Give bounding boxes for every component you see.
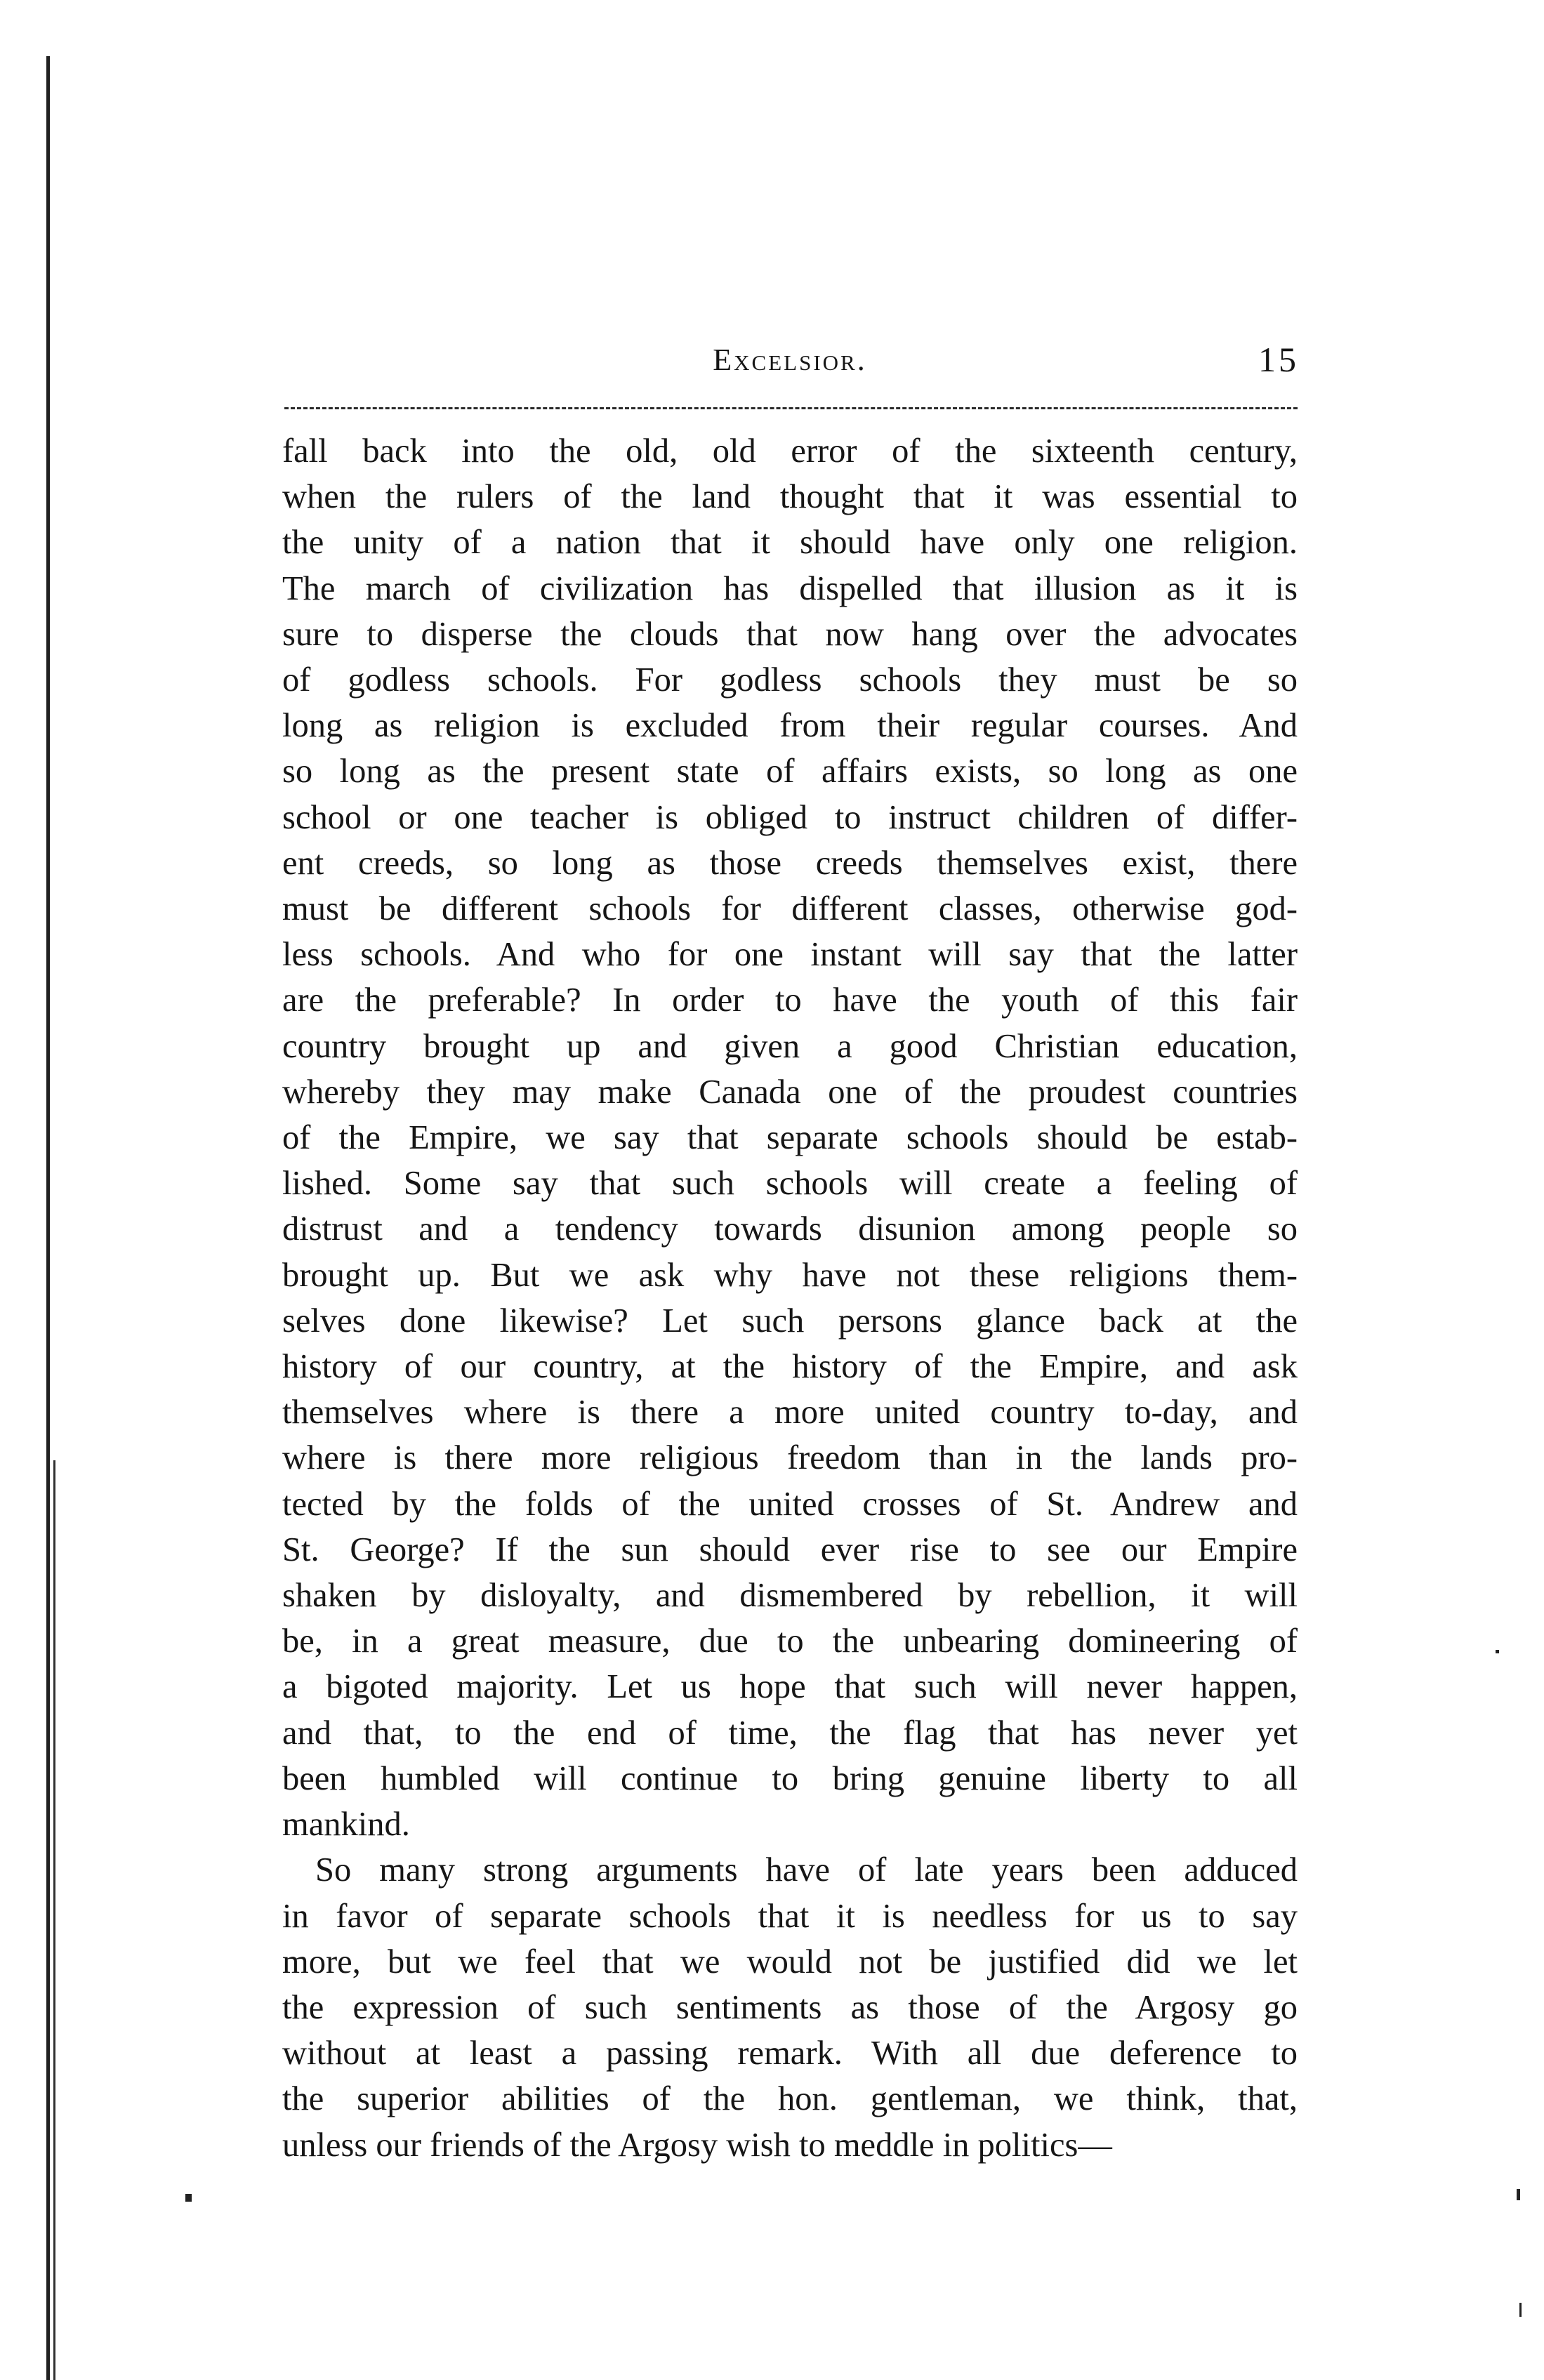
text-line: shaken by disloyalty, and dismembered by rebellion, it will [282,1577,1298,1615]
text-line: whereby they may make Canada one of the proudest countries [282,1073,1298,1111]
text-line: and that, to the end of time, the flag that has never yet [282,1714,1298,1752]
text-line: of godless schools. For godless schools they must be so [282,661,1298,699]
page-number: 15 [1258,340,1299,379]
text-line: so long as the present state of affairs exists, so long as one [282,753,1298,791]
text-line: of the Empire, we say that separate schools should be estab- [282,1119,1298,1157]
page-header [281,342,1299,391]
text-line: when the rulers of the land thought that it was essential to [282,478,1298,516]
text-line: been humbled will continue to bring genuine liberty to all [282,1759,1298,1797]
text-line: in favor of separate schools that it is needless for us to say [282,1897,1298,1935]
paragraph [282,1847,1298,2167]
scan-page-edge-inner [53,1460,55,2380]
text-line: So many strong arguments have of late years been adduced [315,1851,1298,1889]
text-line: the superior abilities of the hon. gentleman, we think, that, [282,2080,1298,2118]
text-line: the expression of such sentiments as those of the Argosy go [282,1988,1298,2026]
paragraph [282,428,1298,1847]
scan-speck [1496,1650,1499,1653]
text-line: be, in a great measure, due to the unbearing domineering of [282,1622,1298,1660]
scan-speck [1517,2189,1520,2200]
text-line: country brought up and given a good Christian education, [282,1027,1298,1065]
text-line: less schools. And who for one instant will say that the latter [282,936,1298,974]
text-line: ent creeds, so long as those creeds themselves exist, there [282,844,1298,882]
text-line: history of our country, at the history of the Empire, and ask [282,1348,1298,1386]
text-line: more, but we feel that we would not be justified did we let [282,1943,1298,1981]
text-line: fall back into the old, old error of the sixteenth century, [282,432,1298,470]
text-line: themselves where is there a more united country to-day, and [282,1394,1298,1432]
text-line: school or one teacher is obliged to instruct children of differ- [282,798,1298,836]
text-line: The march of civilization has dispelled that illusion as it is [282,569,1298,607]
text-line: long as religion is excluded from their regular courses. And [282,707,1298,745]
text-line: brought up. But we ask why have not these religions them- [282,1256,1298,1294]
running-title: Excelsior. [713,343,867,377]
text-line: where is there more religious freedom than in the lands pro- [282,1439,1298,1477]
text-line: St. George? If the sun should ever rise to see our Empire [282,1531,1298,1568]
text-line: the unity of a nation that it should have only one religion. [282,524,1298,562]
scan-page-edge [46,56,50,2380]
text-line: lished. Some say that such schools will create a feeling of [282,1165,1298,1203]
text-line: sure to disperse the clouds that now hang over the advocates [282,615,1298,653]
text-line: mankind. [282,1806,410,1844]
text-line: unless our friends of the Argosy wish to meddle in politics— [282,2126,1112,2164]
text-line: are the preferable? In order to have the youth of this fair [282,981,1298,1019]
text-line: tected by the folds of the united crosses of St. Andrew and [282,1485,1298,1523]
header-rule [284,407,1298,409]
body-text [282,428,1298,2168]
text-line: must be different schools for different classes, otherwise god- [282,890,1298,928]
text-line: distrust and a tendency towards disunion among people so [282,1210,1298,1248]
text-line: without at least a passing remark. With all due deference to [282,2035,1298,2072]
scan-speck [1519,2303,1522,2317]
text-line: selves done likewise? Let such persons glance back at the [282,1302,1298,1340]
scan-speck [185,2194,192,2202]
text-line: a bigoted majority. Let us hope that such will never happen, [282,1668,1298,1706]
